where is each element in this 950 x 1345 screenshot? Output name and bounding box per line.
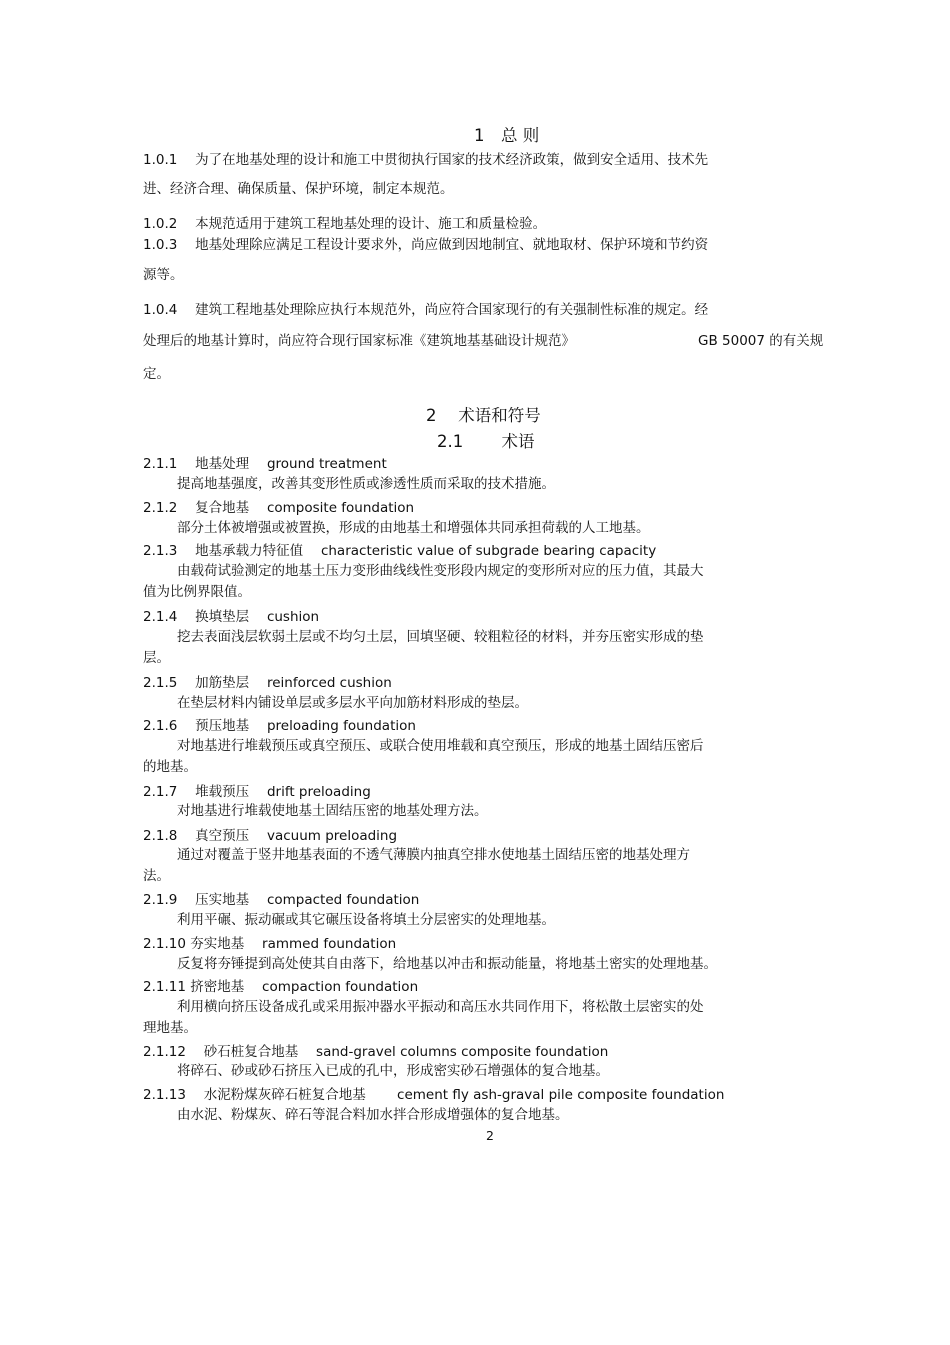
term-en: compacted foundation xyxy=(266,892,420,908)
term-2-1-11-def-line1: 利用横向挤压设备成孔或采用振冲器水平振动和高压水共同作用下，将松散土层密实的处 xyxy=(177,999,704,1015)
term-en: composite foundation xyxy=(266,500,415,516)
term-2-1-3-def-line2: 值为比例界限值。 xyxy=(143,584,251,600)
term-en: characteristic value of subgrade bearing capacity xyxy=(320,543,657,559)
term-number: 2.1.1 xyxy=(143,456,178,472)
term-2-1-13-def: 由水泥、粉煤灰、碎石等混合料加水拌合形成增强体的复合地基。 xyxy=(177,1107,569,1123)
term-number: 2.1.7 xyxy=(143,784,178,800)
term-2-1-8 xyxy=(143,827,397,845)
term-2-1-4-def-line2: 层。 xyxy=(143,650,170,666)
term-number: 2.1.5 xyxy=(143,675,178,691)
term-2-1-10 xyxy=(143,935,396,953)
clause-text: 地基处理除应满足工程设计要求外，尚应做到因地制宜、就地取材、保护环境和节约资 xyxy=(195,237,709,253)
term-cn: 复合地基 xyxy=(195,500,250,516)
term-2-1-7 xyxy=(143,783,371,801)
term-en: ground treatment xyxy=(266,456,387,472)
term-2-1-12 xyxy=(143,1043,608,1061)
term-en: cement fly ash-graval pile composite foundation xyxy=(397,1087,725,1103)
term-cn: 夯实地基 xyxy=(190,936,245,952)
term-cn: 地基承载力特征值 xyxy=(195,543,304,559)
clause-text: 本规范适用于建筑工程地基处理的设计、施工和质量检验。 xyxy=(195,216,547,232)
term-2-1-5-def: 在垫层材料内铺设单层或多层水平向加筋材料形成的垫层。 xyxy=(177,695,528,711)
term-number: 2.1.4 xyxy=(143,609,178,625)
term-en: vacuum preloading xyxy=(266,828,398,844)
term-number: 2.1.2 xyxy=(143,500,178,516)
term-2-1-3 xyxy=(143,542,656,560)
term-2-1-13 xyxy=(143,1086,724,1104)
page-number: 2 xyxy=(486,1128,494,1143)
term-2-1-10-def: 反复将夯锤提到高处使其自由落下，给地基以冲击和振动能量，将地基土密实的处理地基。 xyxy=(177,956,717,972)
clause-1-0-3-line2: 源等。 xyxy=(143,267,184,283)
term-2-1-8-def-line2: 法。 xyxy=(143,868,170,884)
term-en: reinforced cushion xyxy=(266,675,392,691)
term-cn: 预压地基 xyxy=(195,718,250,734)
term-2-1-8-def-line1: 通过对覆盖于竖井地基表面的不透气薄膜内抽真空排水使地基土固结压密的地基处理方 xyxy=(177,847,690,863)
term-number: 2.1.8 xyxy=(143,828,178,844)
clause-1-0-2 xyxy=(143,215,546,233)
term-2-1-11 xyxy=(143,978,418,996)
term-2-1-9 xyxy=(143,891,419,909)
clause-1-0-3-line1 xyxy=(143,236,708,254)
term-2-1-3-def-line1: 由载荷试验测定的地基土压力变形曲线线性变形段内规定的变形所对应的压力值，其最大 xyxy=(177,563,704,579)
clause-1-0-4-line3: 定。 xyxy=(143,366,170,382)
term-2-1-2-def: 部分土体被增强或被置换，形成的由地基土和增强体共同承担荷载的人工地基。 xyxy=(177,520,650,536)
clause-1-0-4-line2a: 处理后的地基计算时，尚应符合现行国家标准《建筑地基基础设计规范》 xyxy=(143,333,575,349)
term-2-1-1-def: 提高地基强度，改善其变形性质或渗透性质而采取的技术措施。 xyxy=(177,476,555,492)
term-en: rammed foundation xyxy=(262,936,397,952)
term-number: 2.1.10 xyxy=(143,936,186,952)
term-2-1-11-def-line2: 理地基。 xyxy=(143,1020,197,1036)
clause-1-0-1-line2: 进、经济合理、确保质量、保护环境，制定本规范。 xyxy=(143,181,454,197)
clause-text: 为了在地基处理的设计和施工中贯彻执行国家的技术经济政策，做到安全适用、技术先 xyxy=(195,152,709,168)
term-cn: 加筋垫层 xyxy=(195,675,250,691)
clause-number: 1.0.1 xyxy=(143,152,178,168)
term-number: 2.1.9 xyxy=(143,892,178,908)
term-2-1-6-def-line1: 对地基进行堆载预压或真空预压、或联合使用堆载和真空预压，形成的地基土固结压密后 xyxy=(177,738,704,754)
term-2-1-9-def: 利用平碾、振动碾或其它碾压设备将填土分层密实的处理地基。 xyxy=(177,912,555,928)
clause-1-0-1-line1 xyxy=(143,151,708,169)
chapter-2-heading: 2 术语和符号 xyxy=(426,406,541,425)
clause-1-0-4-line1 xyxy=(143,301,708,319)
clause-number: 1.0.4 xyxy=(143,302,178,318)
term-en: preloading foundation xyxy=(266,718,416,734)
term-en: sand-gravel columns composite foundation xyxy=(316,1044,609,1060)
term-number: 2.1.13 xyxy=(143,1087,186,1103)
term-cn: 砂石桩复合地基 xyxy=(203,1044,299,1060)
term-number: 2.1.12 xyxy=(143,1044,186,1060)
term-en: drift preloading xyxy=(266,784,371,800)
term-2-1-12-def: 将碎石、砂或砂石挤压入已成的孔中，形成密实砂石增强体的复合地基。 xyxy=(177,1063,609,1079)
term-cn: 换填垫层 xyxy=(195,609,250,625)
term-2-1-6 xyxy=(143,717,416,735)
term-en: cushion xyxy=(266,609,320,625)
term-2-1-7-def: 对地基进行堆载使地基土固结压密的地基处理方法。 xyxy=(177,803,488,819)
term-cn: 地基处理 xyxy=(195,456,250,472)
term-cn: 真空预压 xyxy=(195,828,250,844)
chapter-1-heading: 1 总 则 xyxy=(474,126,540,145)
term-cn: 挤密地基 xyxy=(190,979,245,995)
term-cn: 堆载预压 xyxy=(195,784,250,800)
term-cn: 压实地基 xyxy=(195,892,250,908)
term-2-1-6-def-line2: 的地基。 xyxy=(143,759,197,775)
term-2-1-5 xyxy=(143,674,392,692)
term-2-1-1 xyxy=(143,455,387,473)
term-2-1-4 xyxy=(143,608,319,626)
clause-number: 1.0.3 xyxy=(143,237,178,253)
clause-1-0-4-line2b: GB 50007 的有关规 xyxy=(698,333,824,349)
term-number: 2.1.11 xyxy=(143,979,186,995)
section-2-1-heading: 2.1 术语 xyxy=(437,432,535,451)
term-number: 2.1.6 xyxy=(143,718,178,734)
clause-text: 建筑工程地基处理除应执行本规范外，尚应符合国家现行的有关强制性标准的规定。经 xyxy=(195,302,709,318)
term-2-1-2 xyxy=(143,499,414,517)
term-number: 2.1.3 xyxy=(143,543,178,559)
term-2-1-4-def-line1: 挖去表面浅层软弱土层或不均匀土层，回填坚硬、较粗粒径的材料，并夯压密实形成的垫 xyxy=(177,629,704,645)
term-cn: 水泥粉煤灰碎石桩复合地基 xyxy=(203,1087,366,1103)
clause-number: 1.0.2 xyxy=(143,216,178,232)
term-en: compaction foundation xyxy=(262,979,419,995)
